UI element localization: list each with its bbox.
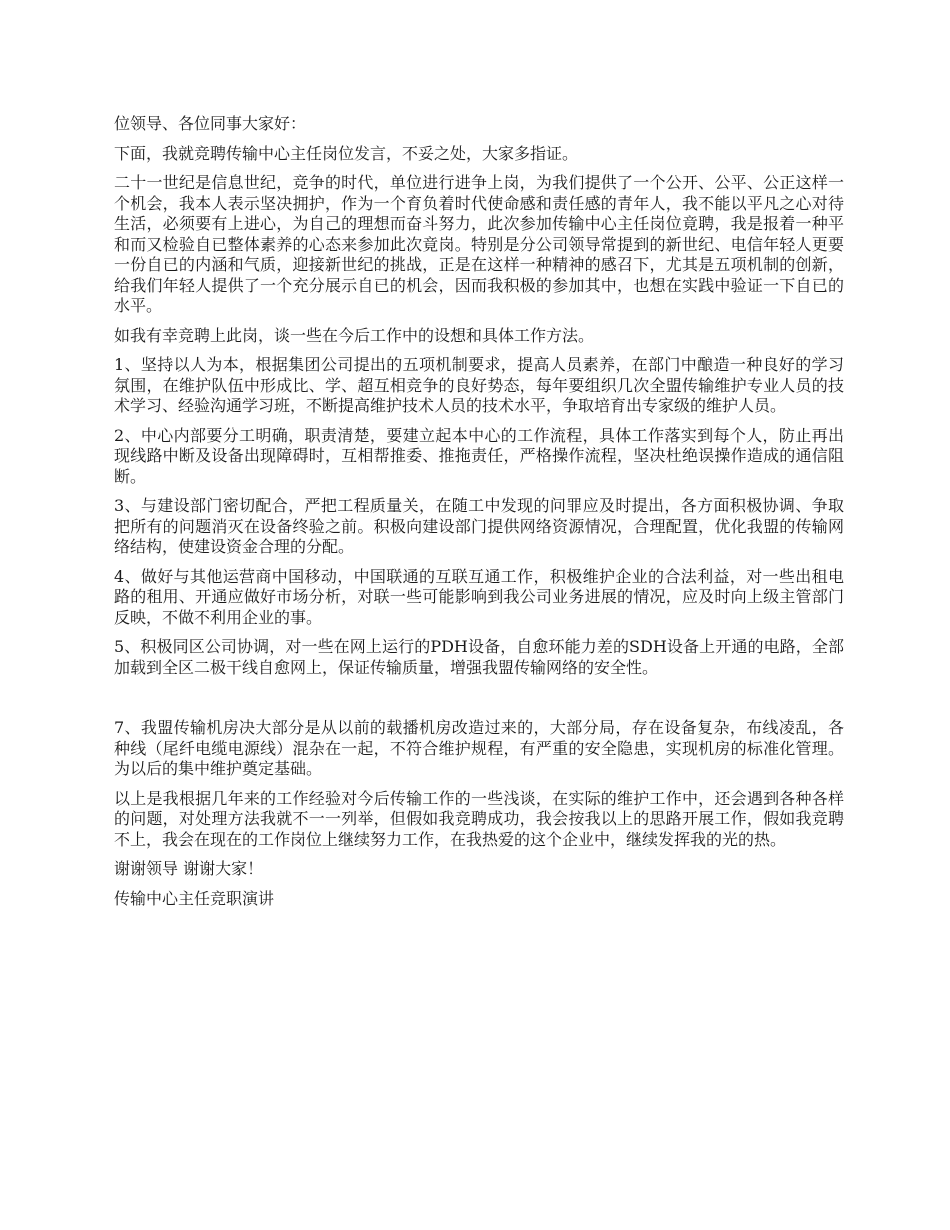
point-4-paragraph: 4、做好与其他运营商中国移动，中国联通的互联互通工作，积极维护企业的合法利益，对一些出租电路的租用、开通应做好市场分析，对联一些可能影响到我公司业务进展的情况，应及时向上级主管部门反映，不做不利用企业的事。 — [114, 566, 844, 627]
point-1-paragraph: 1、坚持以人为本，根据集团公司提出的五项机制要求，提高人员素养，在部门中酿造一种良好的学习氛围，在维护队伍中形成比、学、超互相竞争的良好势态，每年要组织几次全盟传输维护专业人员的技术学习、经验沟通学习班，不断提高维护技术人员的技术水平，争取培育出专家级的维护人员。 — [114, 355, 844, 415]
thanks-paragraph: 谢谢领导 谢谢大家！ — [114, 859, 264, 878]
context-paragraph: 二十一世纪是信息世纪，竞争的时代，单位进行进争上岗，为我们提供了一个公开、公平、公正这样一个机会，我本人表示坚决拥护，作为一个育负着时代使命感和责任感的青年人，我不能以平凡之心对待生活，必须要有上进心，为自己的理想而奋斗努力，此次参加传输中心主任岗位竟聘，我是报着一种平和而又检验自已整体素养的心态来参加此次竟岗。特别是分公司领导常提到的新世纪、电信年轻人更要一份自已的内涵和气质，迎接新世纪的挑战，正是在这样一种精神的感召下，尤其是五项机制的创新，给我们年轻人提供了一个充分展示自已的机会，因而我积极的参加其中，也想在实践中验证一下自已的水平。 — [114, 173, 844, 315]
intro-paragraph: 下面，我就竞聘传输中心主任岗位发言，不妥之处，大家多指证。 — [114, 143, 579, 163]
point-5-paragraph: 5、积极同区公司协调，对一些在网上运行的PDH设备，自愈环能力差的SDH设备上开通的电路，全部加载到全区二极干线自愈网上，保证传输质量，增强我盟传输网络的安全性。 — [114, 637, 844, 677]
greeting-paragraph: 位领导、各位同事大家好： — [114, 114, 307, 133]
document-body — [114, 114, 844, 918]
plan-intro-paragraph: 如我有幸竞聘上此岗，谈一些在今后工作中的设想和具体工作方法。 — [114, 325, 595, 345]
point-7-paragraph: 7、我盟传输机房决大部分是从以前的载播机房改造过来的，大部分局，存在设备复杂，布线凌乱，各种线（尾纤电缆电源线）混杂在一起，不符合维护规程，有严重的安全隐患，实现机房的标准化管理。为以后的集中维护奠定基础。 — [114, 718, 844, 778]
point-2-paragraph: 2、中心内部要分工明确，职责清楚，要建立起本中心的工作流程，具体工作落实到每个人，防止再出现线路中断及设备出现障碍时，互相帮推委、推拖责任，严格操作流程，坚决杜绝误操作造成的通信阻断。 — [114, 425, 844, 486]
point-3-paragraph: 3、与建设部门密切配合，严把工程质量关，在随工中发现的问罪应及时提出，各方面积极协调、争取把所有的问题消灭在设备终验之前。积极向建设部门提供网络资源情况，合理配置，优化我盟的传输网络结构，使建设资金合理的分配。 — [114, 496, 844, 556]
document-title-footer: 传输中心主任竞职演讲 — [114, 888, 275, 908]
conclusion-paragraph: 以上是我根据几年来的工作经验对今后传输工作的一些浅谈，在实际的维护工作中，还会遇到各种各样的问题，对处理方法我就不一一列举，但假如我竞聘成功，我会按我以上的思路开展工作，假如我竞聘不上，我会在现在的工作岗位上继续努力工作，在我热爱的这个企业中，继续发挥我的光的热。 — [114, 788, 844, 849]
